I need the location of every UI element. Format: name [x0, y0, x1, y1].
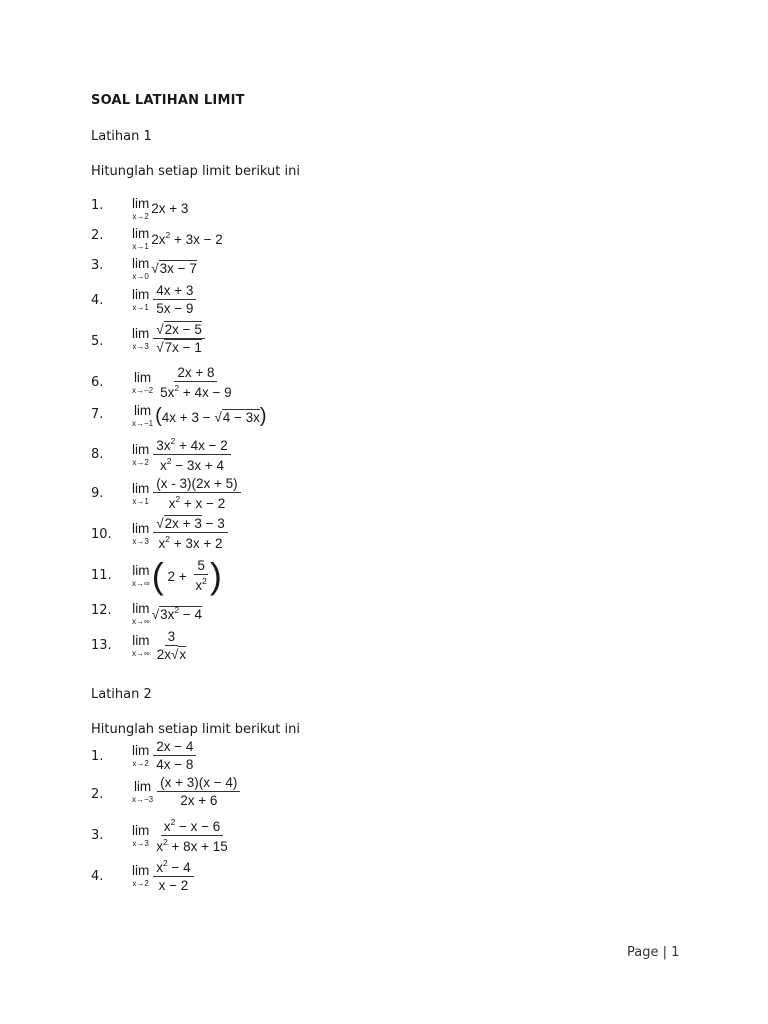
lim-subscript: x→1: [132, 241, 149, 251]
problem-number: 7.: [91, 407, 104, 422]
lim-subscript: x→3: [132, 536, 149, 546]
problem-expression: [132, 740, 196, 772]
problem-expression: lim x→3 $\frac{√2x + 3 - 3}{x^2 + 3x + 2}$: [132, 517, 228, 551]
section-heading-latihan-1: Latihan 1: [91, 129, 152, 144]
problem-number: 10.: [91, 527, 112, 542]
page-number-footer: Page | 1: [627, 945, 680, 960]
lim-subscript: x→∞: [132, 616, 150, 626]
numerator: 4x + 3: [153, 284, 196, 300]
numerator: 2x − 4: [153, 740, 196, 756]
lim-label: lim: [132, 326, 150, 342]
denominator: x − 2: [158, 878, 189, 894]
problem-expression: lim x→3 $\frac{√2x - 5}{√7x - 1}$: [132, 323, 205, 355]
problem-expression: lim x→2 $\frac{x^2 - 4}{x - 2}$: [132, 859, 194, 893]
lim-label: lim: [132, 226, 150, 241]
problem-number: 5.: [91, 334, 104, 349]
lim-subscript: x→∞: [132, 648, 150, 658]
lim-subscript: x→2: [132, 211, 149, 221]
problem-number: 9.: [91, 486, 104, 501]
problem-expression: lim x→3 $\frac{x^2 - x - 6}{x^2 + 8x + 15}$: [132, 817, 228, 855]
lim-label: lim: [132, 196, 150, 211]
problem-number: 8.: [91, 447, 104, 462]
problem-number: 1.: [91, 198, 104, 213]
problem-number: 2.: [91, 228, 104, 243]
lim-subscript: x→2: [132, 758, 149, 768]
problem-number: 4.: [91, 293, 104, 308]
lim-subscript: x→∞: [132, 578, 150, 588]
lim-label: lim: [133, 779, 152, 795]
problem-expression: lim x→∞ $√3x^2 - 4$: [132, 601, 203, 626]
problem-expression: lim x→1 $\frac{(x - 3)(2x + 5)}{x^2 + x - 2}$: [132, 477, 241, 511]
lim-subscript: x→2: [132, 457, 149, 467]
lim-label: lim: [132, 442, 150, 458]
instruction-latihan-2: Hitunglah setiap limit berikut ini: [91, 722, 300, 737]
problem-number: 1.: [91, 749, 104, 764]
lim-label: lim: [132, 633, 150, 649]
lim-subscript: x→−3: [132, 794, 154, 804]
lim-subscript: x→1: [132, 496, 149, 506]
problem-expression: lim x→−1 (4x + 3 − √4 − 3x): [132, 403, 267, 428]
problem-number: 12.: [91, 603, 112, 618]
problem-expression: lim x→0 √3x − 7: [132, 256, 197, 281]
lim-label: lim: [133, 370, 152, 386]
lim-label: lim: [132, 287, 150, 303]
lim-subscript: x→3: [132, 341, 149, 351]
problem-expression: [132, 284, 196, 316]
problem-number: 13.: [91, 638, 112, 653]
denominator: 5x − 9: [156, 301, 194, 317]
denominator: 2x + 6: [180, 793, 218, 809]
numerator: (x - 3)(2x + 5): [153, 477, 240, 493]
section-heading-latihan-2: Latihan 2: [91, 687, 152, 702]
lim-subscript: x→0: [132, 271, 149, 281]
numerator: 3: [165, 630, 179, 646]
problem-number: 4.: [91, 869, 104, 884]
problem-number: 11.: [91, 568, 112, 583]
instruction-latihan-1: Hitunglah setiap limit berikut ini: [91, 164, 300, 179]
lim-label: lim: [132, 601, 150, 616]
lim-subscript: x→−2: [132, 385, 154, 395]
denominator: 4x − 8: [156, 757, 194, 773]
problem-number: 3.: [91, 258, 104, 273]
problem-expression: lim x→∞ ( 2 + $\frac{5}{x^2}$ ): [132, 555, 222, 596]
lim-subscript: x→3: [132, 838, 149, 848]
lim-label: lim: [133, 403, 152, 418]
problem-number: 3.: [91, 828, 104, 843]
problem-expression: lim x→∞ $\frac{3}{2x√x}$: [132, 629, 187, 663]
problem-expression: lim x→2 $\frac{3x^2 + 4x - 2}{x^2 - 3x + 4}$: [132, 437, 231, 473]
numerator: 2x + 8: [174, 366, 217, 382]
lim-label: lim: [132, 521, 150, 537]
problem-number: 2.: [91, 787, 104, 802]
lim-label: lim: [132, 863, 150, 879]
problem-number: 6.: [91, 375, 104, 390]
numerator: (x + 3)(x − 4): [157, 776, 240, 792]
lim-subscript: x→1: [132, 302, 149, 312]
lim-label: lim: [132, 743, 150, 759]
lim-label: lim: [132, 823, 150, 839]
problem-expression: lim x→2 2x + 3: [132, 196, 189, 221]
problem-expression: lim x→1 $2x^2 + 3x - 2$: [132, 226, 223, 251]
lim-label: lim: [132, 256, 150, 271]
lim-label: lim: [132, 563, 150, 579]
lim-subscript: x→−1: [132, 418, 154, 428]
lim-subscript: x→2: [132, 878, 149, 888]
problem-expression: [132, 776, 240, 808]
document-title: SOAL LATIHAN LIMIT: [91, 93, 245, 108]
problem-expression: lim x→−2 $\frac{2x + 8}{5x^2 + 4x - 9}$: [132, 365, 232, 401]
lim-label: lim: [132, 481, 150, 497]
